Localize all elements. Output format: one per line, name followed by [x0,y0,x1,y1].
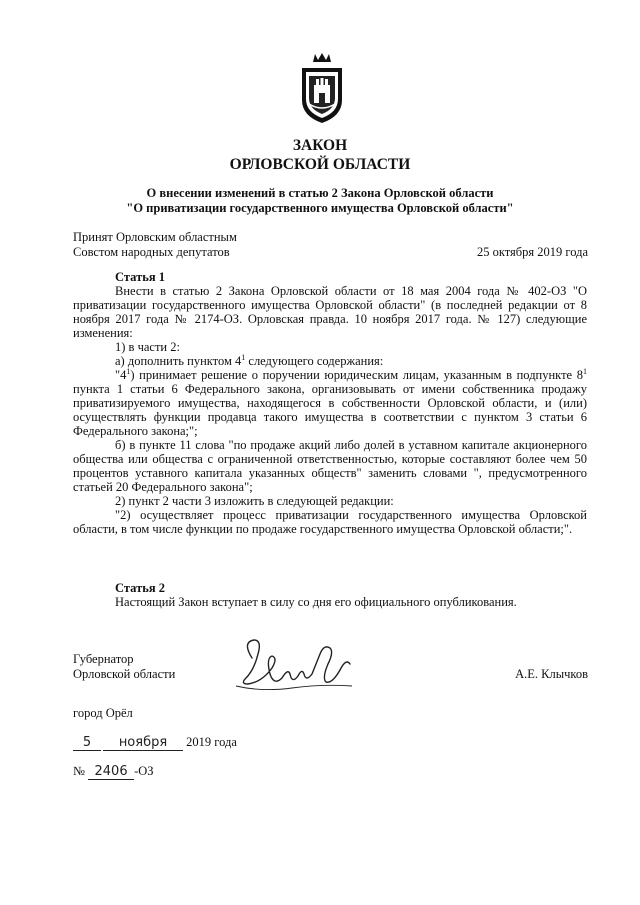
governor-signature [232,634,358,698]
quote-point-2: "2) осуществляет процесс приватизации государственного имущества Орловской области, в том числе функции по продаже государственного имущества Орловской области;". [73,508,587,536]
item-2: 2) пункт 2 части 3 изложить в следующей редакции: [115,494,394,508]
law-subject-line2: "О приватизации государственного имущества Орловской области" [126,201,514,215]
law-number-value: 2406 [88,765,134,780]
signing-day: 5 [73,736,101,751]
region-title: ОРЛОВСКОЙ ОБЛАСТИ [229,156,411,173]
article-2-heading: Статья 2 [115,581,165,595]
law-number-suffix: -ОЗ [134,764,154,778]
governor-title-line1: Губернатор [73,652,134,666]
adopted-by-line2: Совстом народных депутатов [73,245,230,259]
item-1a: а) дополнить пунктом $4^1$ следующего содержания: [115,352,384,368]
item-1: 1) в части 2: [115,340,180,354]
adoption-date: 25 октября 2019 года [476,245,588,259]
law-number-prefix: № [73,764,85,778]
signing-date [73,735,237,751]
item-1b: б) в пункте 11 слова "по продаже акций либо долей в уставном капитале акционерного общества или общества с ограниченной ответственностью, которые составляют более чем 50 процентов уставного капитала указанных обществ" заменить словами ", предусмотренного статьей 20 Федерального закона"; [73,438,587,494]
city: город Орёл [73,706,133,720]
article-2-text: Настоящий Закон вступает в силу со дня его официального опубликования. [115,595,517,609]
article-1-intro: Внести в статью 2 Закона Орловской области от 18 мая 2004 года № 402-ОЗ "О приватизации государственного имущества Орловской области" (в последней редакции от 8 ноября 2017 года № 2174-ОЗ. Орловская правда. 10 ноября 2017 года. № 127) следующие изменения: [73,284,587,340]
article-2 [73,581,587,609]
oryol-coat-of-arms-emblem [299,52,345,124]
law-number [73,764,154,780]
article-1 [73,270,587,536]
signing-year: 2019 года [186,735,237,749]
law-subject-line1: О внесении изменений в статью 2 Закона Орловской области [146,186,494,200]
law-title: ЗАКОН [292,137,348,154]
signing-month: ноября [103,736,183,751]
adopted-by-line1: Принят Орловским областным [73,230,237,244]
quote-point-4-1: "$4^1$) принимает решение о поручении юридическим лицам, указанным в подпункте $8^1$ пункта 1 статьи 6 Федерального закона, организовывать от имени собственника продажу приватизируемого имущества, находящегося в собственности Орловской области, и (или) осуществлять функции продавца такого имущества в соответствии с пунктом 3 статьи 6 Федерального закона;"; [73,366,587,438]
article-1-heading: Статья 1 [115,270,165,284]
governor-name: А.Е. Клычков [515,667,588,681]
governor-title-line2: Орловской области [73,667,176,681]
